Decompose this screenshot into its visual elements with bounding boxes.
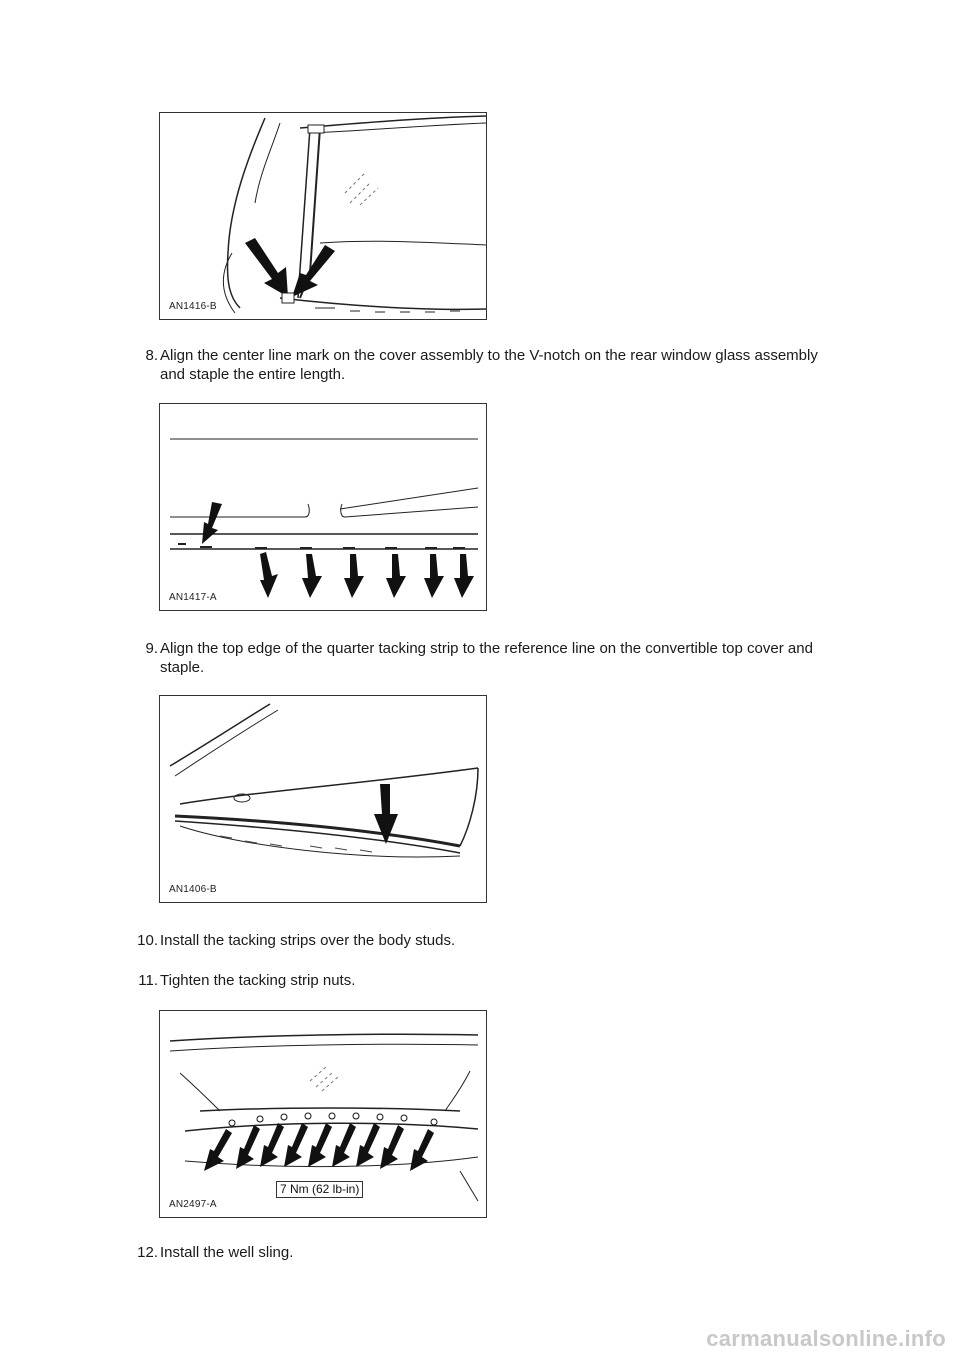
figure-an1417-a: [159, 403, 487, 611]
center-line-alignment-illustration: [160, 404, 487, 611]
figure-id: AN1417-A: [169, 592, 217, 603]
torque-label: 7 Nm (62 lb-in): [276, 1181, 363, 1198]
rear-window-stay-illustration: [160, 113, 487, 320]
step-number: 10.: [137, 932, 158, 949]
step-number: 12.: [137, 1244, 158, 1261]
step-text: Tighten the tacking strip nuts.: [160, 972, 356, 989]
quarter-tacking-strip-illustration: [160, 696, 487, 903]
step-text: Align the top edge of the quarter tacking strip to the reference line on the convertible top cover and staple.: [160, 640, 813, 676]
figure-an1406-b: [159, 695, 487, 903]
step-text: Install the tacking strips over the body studs.: [160, 932, 456, 949]
figure-id: AN1406-B: [169, 884, 217, 895]
step-number: 9.: [145, 640, 158, 657]
step-text: Align the center line mark on the cover assembly to the V-notch on the rear window glass assembly and staple the entire length.: [160, 347, 818, 383]
figure-an1416-b: [159, 112, 487, 320]
step-number: 8.: [145, 347, 158, 364]
watermark: carmanualsonline.info: [706, 1326, 946, 1351]
figure-an2497-a: [159, 1010, 487, 1218]
step-number: 11.: [138, 972, 158, 989]
figure-id: AN2497-A: [169, 1199, 217, 1210]
figure-id: AN1416-B: [169, 301, 217, 312]
step-text: Install the well sling.: [160, 1244, 294, 1261]
